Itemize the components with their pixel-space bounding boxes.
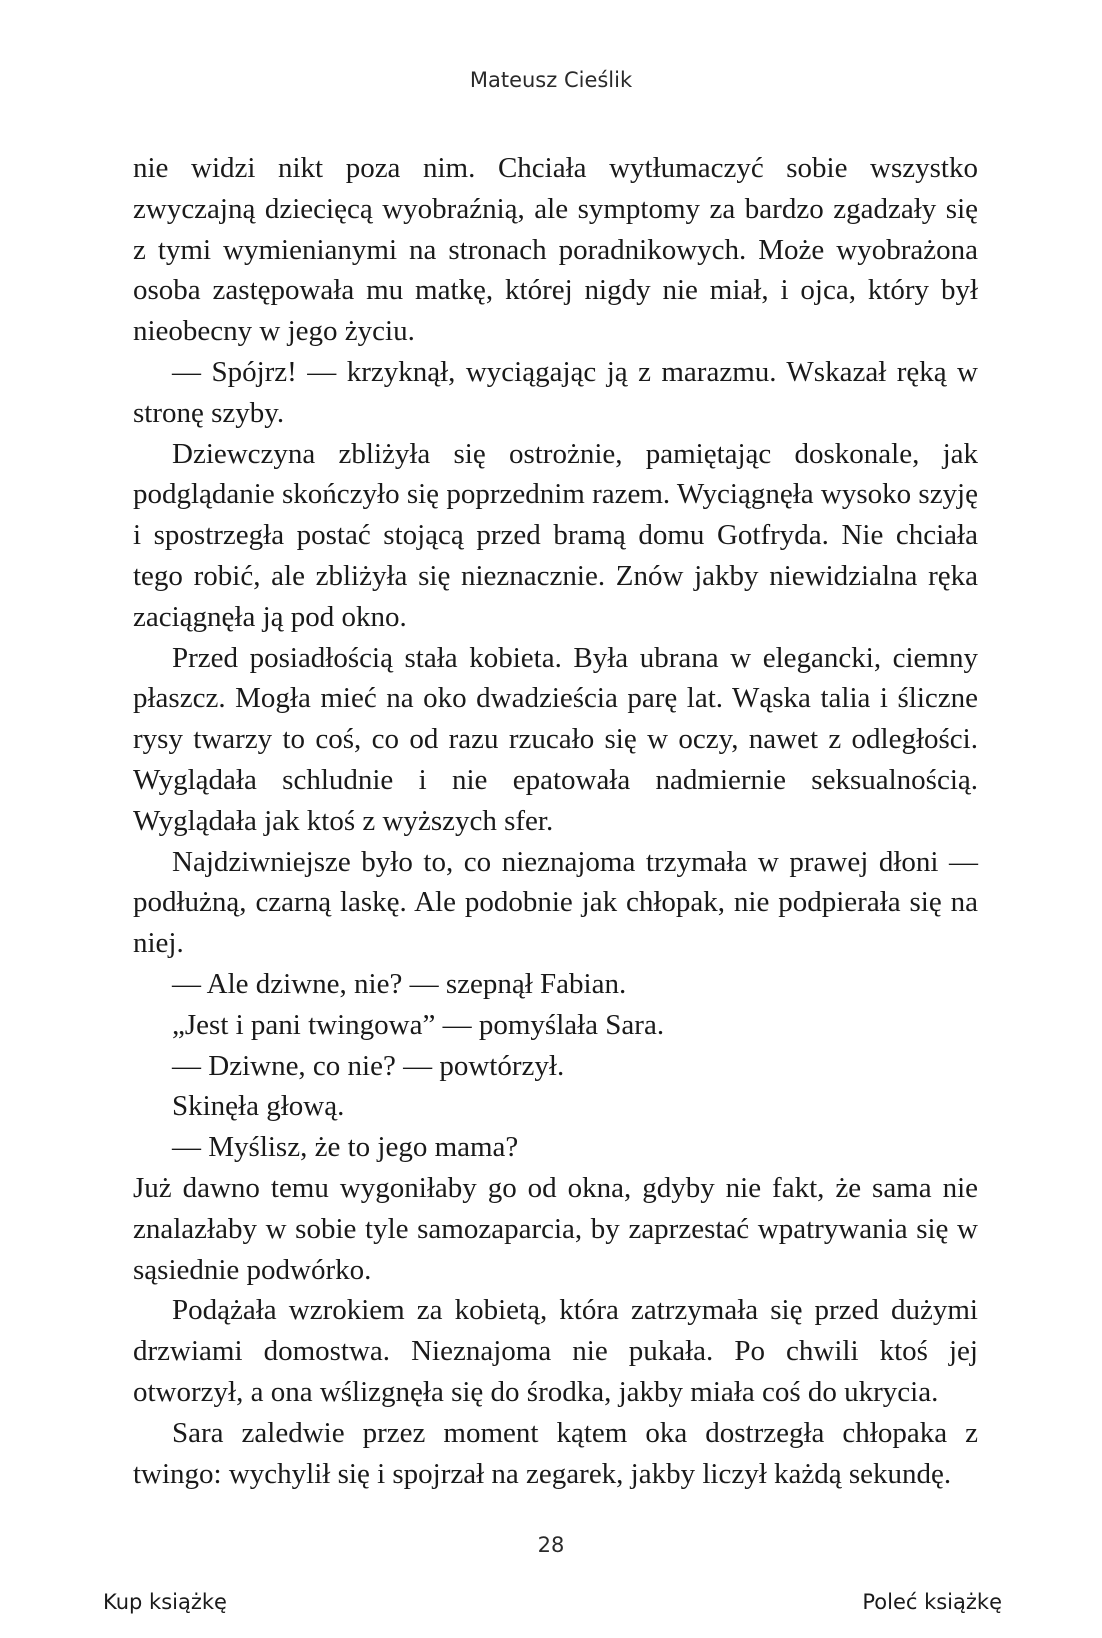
paragraph: Najdziwniejsze było to, co nieznajoma trzymała w prawej dłoni — podłużną, czarną laskę. Ale podobnie jak chłopak, nie podpierała się na niej. bbox=[133, 845, 978, 960]
paragraph: „Jest i pani twingowa” — pomyślała Sara. bbox=[172, 1008, 665, 1041]
paragraph: Podążała wzrokiem za kobietą, która zatrzymała się przed dużymi drzwiami domostwa. Nieznajoma nie pukała. Po chwili ktoś jej otworzył, a ona wślizgnęła się do środka, jakby miała coś do ukrycia. bbox=[133, 1294, 978, 1408]
paragraph: — Spójrz! — krzyknął, wyciągając ją z marazmu. Wskazał ręką w stronę szyby. bbox=[133, 355, 978, 429]
page-number: 28 bbox=[537, 1533, 565, 1557]
paragraph: Skinęła głową. bbox=[172, 1090, 345, 1123]
paragraph: nie widzi nikt poza nim. Chciała wytłumaczyć sobie wszystko zwyczajną dziecięcą wyobraźnią, ale symptomy za bardzo zgadzały się z tymi wymienianymi na stronach poradnikowych. Może wyobrażona osoba zastępowała mu matkę, której nigdy nie miał, i ojca, który był nieobecny w jego życiu. bbox=[133, 152, 978, 348]
recommend-book-link[interactable]: Poleć książkę bbox=[862, 1590, 1002, 1614]
paragraph: Przed posiadłością stała kobieta. Była ubrana w elegancki, ciemny płaszcz. Mogła mieć na oko dwadzieścia parę lat. Wąska talia i śliczne rysy twarzy to coś, co od razu rzucało się w oczy, nawet z odległości. Wyglądała schludnie i nie epatowała nadmiernie seksualnością. Wyglądała jak ktoś z wyższych sfer. bbox=[133, 641, 978, 837]
body-text bbox=[133, 148, 978, 1494]
paragraph: Dziewczyna zbliżyła się ostrożnie, pamiętając doskonale, jak podglądanie skończyło się poprzednim razem. Wyciągnęła wysoko szyję i spostrzegła postać stojącą przed bramą domu Gotfryda. Nie chciała tego robić, ale zbliżyła się nieznacznie. Znów jakby niewidzialna ręka zaciągnęła ją pod okno. bbox=[133, 437, 978, 633]
running-header-author: Mateusz Cieślik bbox=[469, 68, 633, 92]
paragraph: — Dziwne, co nie? — powtórzył. bbox=[172, 1049, 565, 1082]
paragraph: — Myślisz, że to jego mama? bbox=[172, 1131, 519, 1164]
paragraph: — Ale dziwne, nie? — szepnął Fabian. bbox=[172, 967, 627, 1000]
paragraph: Sara zaledwie przez moment kątem oka dostrzegła chłopaka z twingo: wychylił się i spojrzał na zegarek, jakby liczył każdą sekundę. bbox=[133, 1416, 978, 1490]
paragraph: Już dawno temu wygoniłaby go od okna, gdyby nie fakt, że sama nie znalazłaby w sobie tyle samozaparcia, by zaprzestać wpatrywania się w sąsiednie podwórko. bbox=[133, 1171, 978, 1286]
buy-book-link[interactable]: Kup książkę bbox=[103, 1590, 227, 1614]
